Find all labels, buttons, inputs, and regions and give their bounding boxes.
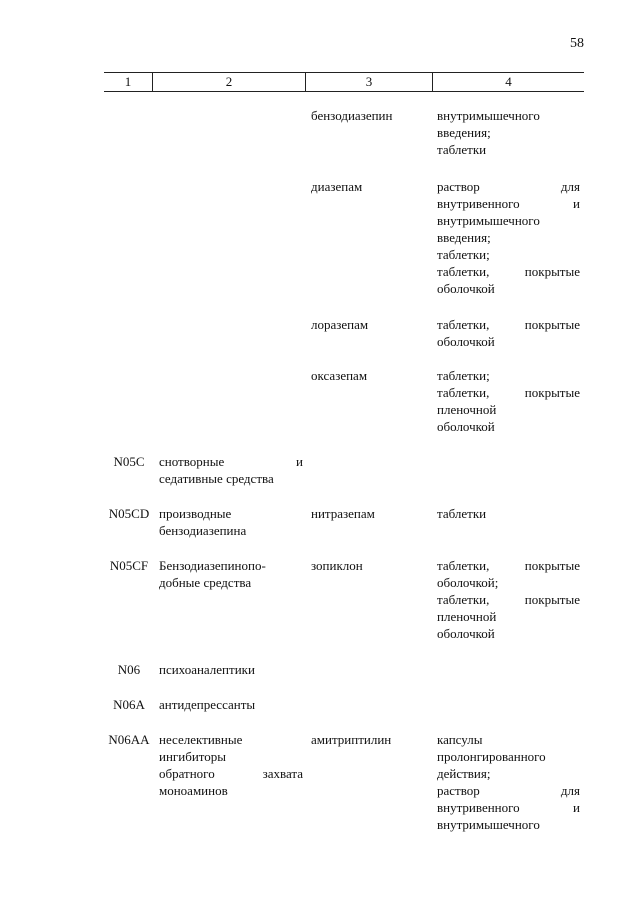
dosage-forms-word: пролонгированного bbox=[437, 749, 546, 764]
dosage-forms-word: внутривенного bbox=[437, 196, 520, 211]
dosage-forms bbox=[437, 505, 580, 522]
dosage-forms-word: таблетки, bbox=[437, 317, 490, 332]
dosage-forms bbox=[437, 731, 580, 833]
dosage-forms-word: таблетки bbox=[437, 142, 487, 157]
dosage-forms-line bbox=[437, 557, 580, 574]
dosage-forms-line bbox=[437, 178, 580, 195]
dosage-forms-line bbox=[437, 333, 580, 350]
dosage-forms-word: внутривенного bbox=[437, 800, 520, 815]
group-name-word: снотворные bbox=[159, 454, 225, 469]
group-name-word: седативные средства bbox=[159, 471, 274, 486]
dosage-forms-line bbox=[437, 107, 580, 124]
atc-code: N06 bbox=[117, 662, 141, 677]
dosage-forms-line bbox=[437, 731, 580, 748]
dosage-forms-word: для bbox=[560, 783, 580, 798]
group-name-word: обратного bbox=[159, 766, 215, 781]
group-name bbox=[159, 557, 303, 591]
dosage-forms-line bbox=[437, 505, 580, 522]
atc-code: N05C bbox=[113, 454, 145, 469]
dosage-forms-word: оболочкой bbox=[437, 419, 495, 434]
group-name-line bbox=[159, 505, 303, 522]
atc-code: N06A bbox=[113, 697, 145, 712]
dosage-forms bbox=[437, 367, 580, 435]
group-name-line bbox=[159, 782, 303, 799]
dosage-forms-word: и bbox=[573, 196, 580, 211]
group-name-line bbox=[159, 557, 303, 574]
group-name-line bbox=[159, 470, 303, 487]
table-header bbox=[104, 72, 584, 92]
dosage-forms-word: таблетки, bbox=[437, 385, 490, 400]
group-name-word: захвата bbox=[262, 766, 303, 781]
group-name bbox=[159, 505, 303, 539]
atc-code: N06AA bbox=[108, 732, 150, 747]
dosage-forms-word: таблетки, bbox=[437, 264, 490, 279]
dosage-forms-word: таблетки; bbox=[437, 368, 490, 383]
dosage-forms-word: оболочкой bbox=[437, 281, 495, 296]
dosage-forms-word: пленочной bbox=[437, 609, 497, 624]
group-name-word: психоаналептики bbox=[159, 662, 255, 677]
group-name-word: Бензодиазепинопо- bbox=[159, 558, 266, 573]
dosage-forms-word: оболочкой; bbox=[437, 575, 499, 590]
dosage-forms-word: капсулы bbox=[437, 732, 483, 747]
drug-name: лоразепам bbox=[311, 317, 369, 332]
dosage-forms bbox=[437, 107, 580, 158]
dosage-forms-line bbox=[437, 816, 580, 833]
dosage-forms-word: покрытые bbox=[524, 264, 580, 279]
dosage-forms-line bbox=[437, 367, 580, 384]
dosage-forms-line bbox=[437, 765, 580, 782]
drug-name: нитразепам bbox=[311, 506, 375, 521]
group-name-word: добные средства bbox=[159, 575, 252, 590]
dosage-forms-word: покрытые bbox=[524, 317, 580, 332]
atc-code: N05CF bbox=[109, 558, 149, 573]
dosage-forms-word: раствор bbox=[437, 179, 480, 194]
dosage-forms-word: покрытые bbox=[524, 558, 580, 573]
group-name-word: антидепрессанты bbox=[159, 697, 256, 712]
dosage-forms-line bbox=[437, 229, 580, 246]
group-name-line bbox=[159, 748, 303, 765]
dosage-forms bbox=[437, 557, 580, 642]
group-name-line bbox=[159, 574, 303, 591]
atc-code: N05CD bbox=[108, 506, 150, 521]
drug-name: бензодиазепин bbox=[311, 108, 393, 123]
dosage-forms-word: оболочкой bbox=[437, 334, 495, 349]
header-col-4: 4 bbox=[505, 74, 512, 89]
dosage-forms-word: внутримышечного bbox=[437, 817, 540, 832]
drug-name: зопиклон bbox=[311, 558, 363, 573]
dosage-forms-line bbox=[437, 246, 580, 263]
group-name-line bbox=[159, 696, 303, 713]
dosage-forms-line bbox=[437, 799, 580, 816]
dosage-forms-word: введения; bbox=[437, 230, 491, 245]
dosage-forms-line bbox=[437, 124, 580, 141]
dosage-forms-line bbox=[437, 418, 580, 435]
dosage-forms-line bbox=[437, 782, 580, 799]
dosage-forms-word: оболочкой bbox=[437, 626, 495, 641]
dosage-forms-word: таблетки, bbox=[437, 558, 490, 573]
group-name-line bbox=[159, 731, 303, 748]
group-name-word: неселективные bbox=[159, 732, 243, 747]
drug-name: оксазепам bbox=[311, 368, 368, 383]
dosage-forms-line bbox=[437, 280, 580, 297]
group-name-word: и bbox=[296, 454, 303, 469]
dosage-forms-word: действия; bbox=[437, 766, 491, 781]
dosage-forms-word: таблетки bbox=[437, 506, 487, 521]
group-name-line bbox=[159, 522, 303, 539]
dosage-forms-word: раствор bbox=[437, 783, 480, 798]
header-col-1: 1 bbox=[124, 74, 132, 89]
dosage-forms-word: таблетки, bbox=[437, 592, 490, 607]
dosage-forms-line bbox=[437, 141, 580, 158]
dosage-forms-line bbox=[437, 748, 580, 765]
drug-name: амитриптилин bbox=[311, 732, 392, 747]
group-name-word: производные bbox=[159, 506, 232, 521]
dosage-forms-line bbox=[437, 574, 580, 591]
dosage-forms-word: и bbox=[573, 800, 580, 815]
drug-name: диазепам bbox=[311, 179, 363, 194]
group-name bbox=[159, 453, 303, 487]
dosage-forms-line bbox=[437, 591, 580, 608]
dosage-forms-line bbox=[437, 401, 580, 418]
dosage-forms-word: для bbox=[560, 179, 580, 194]
header-col-3: 3 bbox=[365, 74, 373, 89]
dosage-forms-line bbox=[437, 608, 580, 625]
dosage-forms-word: внутримышечного bbox=[437, 108, 540, 123]
dosage-forms-line bbox=[437, 212, 580, 229]
dosage-forms-line bbox=[437, 195, 580, 212]
group-name bbox=[159, 661, 303, 678]
page-number: 58 bbox=[570, 36, 584, 51]
dosage-forms-word: внутримышечного bbox=[437, 213, 540, 228]
group-name-line bbox=[159, 661, 303, 678]
group-name bbox=[159, 731, 303, 799]
group-name-line bbox=[159, 453, 303, 470]
dosage-forms-line bbox=[437, 384, 580, 401]
dosage-forms-word: таблетки; bbox=[437, 247, 490, 262]
dosage-forms-word: покрытые bbox=[524, 385, 580, 400]
group-name-word: бензодиазепина bbox=[159, 523, 247, 538]
dosage-forms-line bbox=[437, 263, 580, 280]
dosage-forms-word: введения; bbox=[437, 125, 491, 140]
dosage-forms-line bbox=[437, 316, 580, 333]
dosage-forms-line bbox=[437, 625, 580, 642]
dosage-forms-word: покрытые bbox=[524, 592, 580, 607]
dosage-forms-word: пленочной bbox=[437, 402, 497, 417]
header-col-2: 2 bbox=[225, 74, 233, 89]
dosage-forms bbox=[437, 178, 580, 297]
group-name-word: моноаминов bbox=[159, 783, 228, 798]
dosage-forms bbox=[437, 316, 580, 350]
group-name-line bbox=[159, 765, 303, 782]
group-name-word: ингибиторы bbox=[159, 749, 227, 764]
group-name bbox=[159, 696, 303, 713]
